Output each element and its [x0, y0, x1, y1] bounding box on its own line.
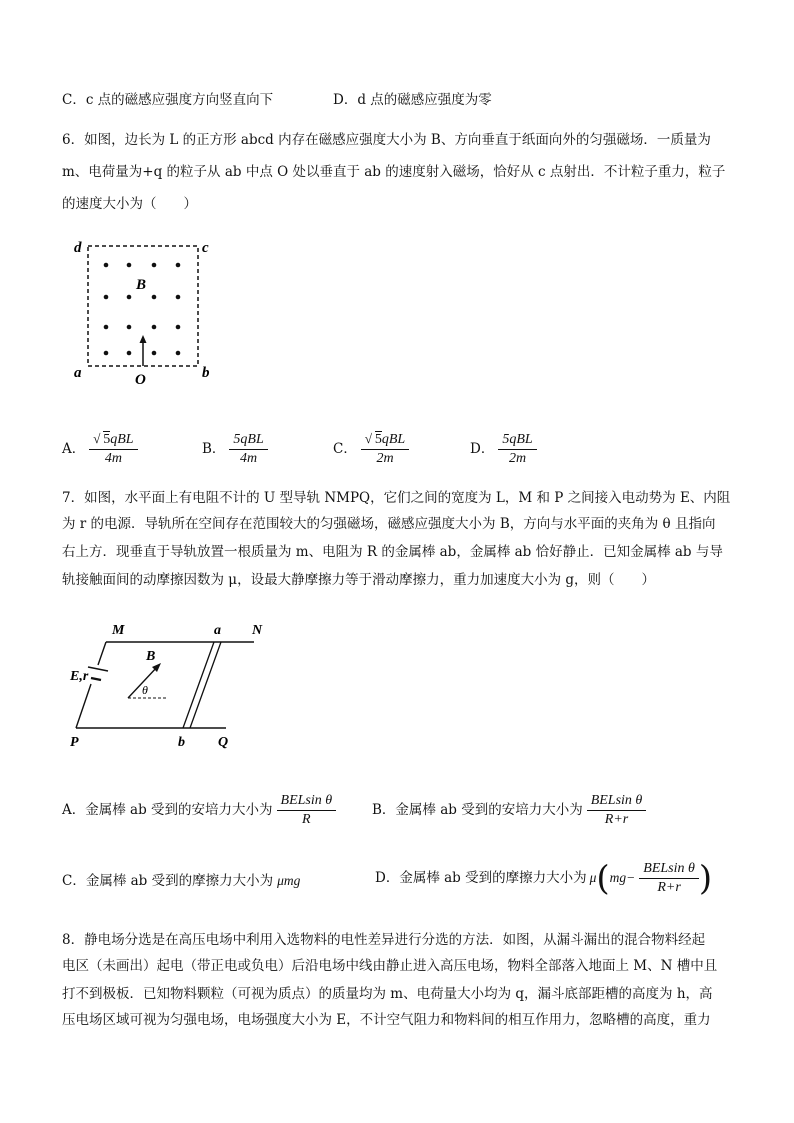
q7-stem-line-2: 为 r 的电源．导轨所在空间存在范围较大的匀强磁场，磁感应强度大小为 B，方向与水平面的夹角为 θ 且指向 — [62, 516, 716, 532]
q7-figure — [66, 620, 276, 755]
label-theta: θ — [142, 683, 148, 697]
q7-option-a: A．金属棒 ab 受到的安培力大小为 $\frac{\text{BELsin θ}}{R}$ — [62, 793, 336, 828]
label-b: b — [178, 735, 185, 750]
q6-option-d: D． $\frac{\text{5qBL}}{2m}$ — [470, 432, 537, 467]
q6-stem-line-2: m、电荷量为+q 的粒子从 ab 中点 O 处以垂直于 ab 的速度射入磁场，恰好从 c 点射出．不计粒子重力，粒子 — [62, 164, 726, 180]
label-a: a — [214, 623, 221, 638]
q5-option-d: D．d 点的磁感应强度为零 — [333, 92, 492, 108]
q7-option-c: C．金属棒 ab 受到的摩擦力大小为 μmg — [62, 873, 301, 889]
q6-stem-line-1: 6．如图，边长为 L 的正方形 abcd 内存在磁感应强度大小为 B、方向垂直于纸面向外的匀强磁场．一质量为 — [62, 132, 711, 148]
rod-ab — [183, 642, 214, 728]
label-Q: Q — [218, 735, 229, 750]
label-N: N — [252, 623, 263, 638]
label-O: O — [135, 372, 146, 388]
label-Er: E,r — [70, 669, 89, 684]
q7-stem-line-3: 右上方．现垂直于导轨放置一根质量为 m、电阻为 R 的金属棒 ab，金属棒 ab 恰好静止．已知金属棒 ab 与导 — [62, 544, 723, 560]
label-d: d — [74, 240, 82, 256]
q8-stem-line-4: 压电场区域可视为匀强电场，电场强度大小为 E，不计空气阻力和物料间的相互作用力，忽略槽的高度，重力 — [62, 1012, 711, 1028]
label-M: M — [112, 623, 125, 638]
battery-short-plate — [91, 678, 101, 680]
q6-stem-line-3: 的速度大小为（ ） — [62, 196, 197, 212]
q7-option-b: B．金属棒 ab 受到的安培力大小为 $\frac{\text{BELsin θ}}{R+r}$ — [372, 793, 646, 828]
q7-stem-line-1: 7．如图，水平面上有电阻不计的 U 型导轨 NMPQ，它们之间的宽度为 L，M 和 P 之间接入电动势为 E、内阻 — [62, 490, 731, 506]
q8-stem-line-2: 电区（未画出）起电（带正电或负电）后沿电场中线由静止进入高压电场，物料全部落入地面上 M、N 槽中且 — [62, 958, 718, 974]
label-b: b — [202, 365, 210, 381]
q6-figure — [66, 232, 226, 392]
q6-option-a: A． √ 5qBL 4m — [62, 432, 138, 467]
q7-stem-line-4: 轨接触面间的动摩擦因数为 μ，设最大静摩擦力等于滑动摩擦力，重力加速度大小为 g，则（ ） — [62, 572, 655, 588]
battery-long-plate — [88, 667, 108, 671]
label-B: B — [136, 277, 147, 293]
q7-option-d: D．金属棒 ab 受到的摩擦力大小为 μ(mg− $\frac{\text{BELsin θ}}{R+r}$ ) — [375, 858, 713, 899]
label-B: B — [146, 649, 156, 664]
q5-option-c: C．c 点的磁感应强度方向竖直向下 — [62, 92, 274, 108]
label-c: c — [202, 240, 209, 256]
velocity-arrowhead — [140, 335, 147, 343]
label-P: P — [70, 735, 79, 750]
q8-stem-line-1: 8．静电场分选是在高压电场中利用入选物料的电性差异进行分选的方法．如图，从漏斗漏出的混合物料经起 — [62, 932, 706, 948]
label-a: a — [74, 365, 82, 381]
q8-stem-line-3: 打不到极板．已知物料颗粒（可视为质点）的质量均为 m、电荷量大小均为 q，漏斗底部距槽的高度为 h，高 — [62, 986, 713, 1002]
q6-option-c: C． √ 5qBL 2m — [333, 432, 409, 467]
q6-option-b: B． $\frac{\text{5qBL}}{4m}$ — [202, 432, 268, 467]
